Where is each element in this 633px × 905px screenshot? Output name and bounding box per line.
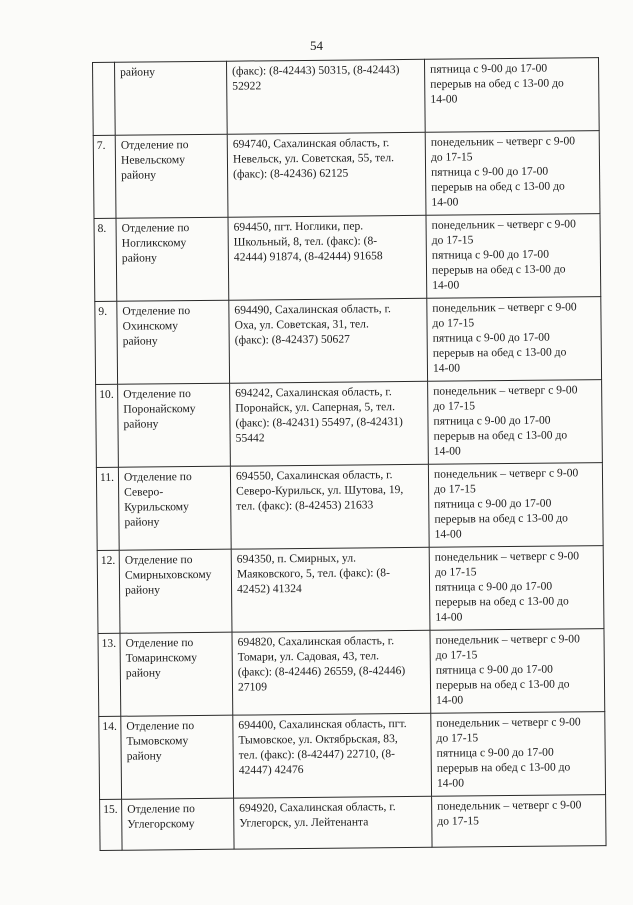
row-number: 9. — [98, 304, 108, 318]
office-address-line: 694450, пгт. Ноглики, пер. — [233, 219, 364, 234]
office-address-line: Поронайск, ул. Саперная, 5, тел. — [235, 400, 395, 415]
office-hours-line: понедельник – четверг с 9-00 — [431, 217, 576, 232]
office-name-cell — [122, 798, 234, 850]
row-number: 14. — [102, 719, 117, 733]
office-name-line: Поронайскому — [123, 402, 196, 416]
row-number: 15. — [103, 802, 118, 816]
office-name-line: району — [122, 334, 158, 348]
office-hours-cell — [426, 214, 601, 299]
row-number: 13. — [101, 636, 117, 650]
office-name-line: Отделение по — [121, 221, 190, 235]
office-hours-cell — [424, 58, 599, 133]
office-hours-line: 14-00 — [433, 444, 461, 458]
row-number-cell — [94, 218, 117, 301]
office-name-line: Невельскому — [120, 153, 186, 167]
office-address-line: (факс): (8-42431) 55497, (8-42431) — [235, 415, 403, 430]
office-address-line: Школьный, 8, тел. (факс): (8- — [233, 234, 378, 249]
office-address-line: (факс): (8-42437) 50627 — [234, 332, 350, 347]
row-number-cell — [99, 716, 122, 799]
office-address-line: Томари, ул. Садовая, 43, тел. — [237, 649, 380, 664]
office-hours-line: перерыв на обед с 13-00 до — [436, 760, 571, 775]
office-hours-line: 14-00 — [432, 278, 460, 292]
office-name-line: району — [125, 666, 161, 680]
office-address-line: тел. (факс): (8-42447) 22710, (8- — [238, 747, 396, 762]
table-row — [93, 58, 600, 136]
office-name-line: району — [126, 749, 162, 763]
office-name-line: Северо- — [124, 485, 164, 499]
office-hours-line: 14-00 — [436, 693, 464, 707]
office-hours-line: понедельник – четверг с 9-00 — [433, 466, 579, 481]
office-name-cell — [115, 61, 228, 135]
office-address-line: 694740, Сахалинская область, г. — [232, 136, 390, 151]
row-number-cell — [98, 633, 121, 716]
branch-offices-table-wrap — [92, 57, 606, 851]
branch-offices-table — [92, 57, 607, 851]
row-number-cell — [95, 301, 118, 384]
office-address-line: 55442 — [235, 431, 265, 445]
office-name-cell — [116, 217, 229, 301]
office-name-line: Отделение по — [123, 470, 192, 484]
office-name-line: району — [121, 168, 157, 182]
office-hours-line: перерыв на обед с 13-00 до — [431, 179, 565, 194]
office-address-line: 52922 — [232, 79, 262, 93]
row-number-cell — [97, 550, 120, 633]
table-row — [93, 131, 600, 219]
table-row — [96, 463, 603, 551]
office-hours-line: 14-00 — [432, 361, 461, 375]
office-address-line: Углегорск, ул. Лейтенанта — [239, 815, 369, 830]
office-hours-line: понедельник – четверг с 9-00 — [434, 549, 580, 564]
office-hours-line: до 17-15 — [432, 316, 475, 330]
office-name-line: Смирныховскому — [124, 567, 212, 582]
office-address-line: (факс): (8-42446) 26559, (8-42446) — [237, 664, 406, 679]
office-hours-line: перерыв на обед с 13-00 до — [435, 594, 569, 609]
office-name-line: Ногликскому — [121, 236, 187, 250]
office-name-cell — [117, 300, 230, 384]
row-number-cell — [96, 384, 119, 467]
office-name-cell — [115, 134, 228, 218]
office-address-cell — [230, 381, 429, 466]
table-row — [98, 629, 605, 717]
office-hours-cell — [429, 546, 604, 631]
office-address-line: 42444) 91874, (8-42444) 91658 — [233, 249, 383, 264]
office-hours-line: пятница с 9-00 до 17-00 — [433, 413, 551, 428]
office-name-cell — [120, 632, 233, 716]
office-hours-line: пятница с 9-00 до 17-00 — [436, 745, 554, 760]
office-address-line: 694490, Сахалинская область, г. — [234, 302, 391, 317]
office-hours-line: пятница с 9-00 до 17-00 — [435, 662, 554, 677]
office-address-cell — [227, 132, 426, 217]
row-number: 12. — [100, 553, 116, 567]
office-hours-cell — [428, 463, 603, 548]
office-address-cell — [233, 713, 432, 798]
table-row — [97, 546, 604, 634]
office-hours-line: до 17-15 — [436, 731, 479, 745]
office-name-line: району — [121, 251, 157, 265]
office-name-cell — [118, 383, 231, 467]
office-hours-line: пятница с 9-00 до 17-00 — [432, 330, 550, 345]
row-number-cell — [93, 135, 116, 218]
office-hours-line: пятница с 9-00 до 17-00 — [430, 61, 548, 76]
office-hours-line: перерыв на обед с 13-00 до — [434, 511, 568, 526]
office-hours-line: до 17-15 — [431, 233, 474, 247]
office-address-cell — [230, 464, 429, 549]
office-name-line: Отделение по — [126, 719, 195, 733]
office-hours-line: понедельник – четверг с 9-00 — [432, 300, 577, 315]
office-name-cell — [119, 549, 232, 633]
office-hours-line: понедельник – четверг с 9-00 — [437, 798, 582, 813]
table-row — [100, 795, 606, 851]
office-address-cell — [232, 630, 431, 715]
row-number-cell — [93, 62, 116, 135]
table-row — [94, 214, 601, 302]
office-hours-line: 14-00 — [430, 92, 458, 106]
office-address-cell — [228, 215, 427, 300]
table-body — [93, 58, 607, 851]
office-name-line: Охинскому — [122, 319, 179, 333]
office-address-line: 694400, Сахалинская область, пгт. — [238, 717, 407, 732]
office-address-line: 694350, п. Смирных, ул. — [236, 551, 357, 566]
office-hours-line: пятница с 9-00 до 17-00 — [434, 579, 553, 594]
office-name-line: району — [123, 417, 159, 431]
office-hours-line: до 17-15 — [430, 150, 473, 164]
office-address-line: Оха, ул. Советская, 31, тел. — [234, 317, 369, 332]
office-address-line: Тымовское, ул. Октябрьская, 83, — [238, 732, 398, 747]
office-name-cell — [121, 715, 234, 799]
office-name-line: району — [120, 65, 156, 79]
office-hours-line: перерыв на обед с 13-00 до — [432, 345, 567, 360]
office-address-line: Маяковского, 5, тел. (факс): (8- — [236, 566, 390, 581]
office-hours-line: 14-00 — [431, 195, 459, 209]
office-hours-line: 14-00 — [436, 776, 465, 790]
office-name-line: Томаринскому — [125, 651, 198, 665]
office-hours-line: до 17-15 — [435, 648, 478, 662]
office-address-line: 42447) 42476 — [238, 763, 304, 777]
row-number: 11. — [99, 470, 115, 484]
office-address-line: 694920, Сахалинская область, г. — [239, 800, 396, 815]
office-address-line: тел. (факс): (8-42453) 21633 — [236, 498, 374, 513]
office-hours-line: до 17-15 — [434, 565, 477, 579]
office-name-line: Отделение по — [120, 138, 189, 152]
office-name-line: Курильскому — [124, 500, 189, 514]
office-hours-line: до 17-15 — [437, 814, 480, 828]
office-hours-line: пятница с 9-00 до 17-00 — [431, 164, 549, 179]
row-number: 8. — [97, 221, 107, 235]
office-address-line: 694242, Сахалинская область, г. — [235, 385, 392, 400]
office-name-line: Тымовскому — [126, 734, 189, 748]
table-row — [95, 297, 602, 385]
office-address-line: 694550, Сахалинская область, г. — [235, 468, 393, 483]
office-hours-line: до 17-15 — [434, 482, 476, 496]
office-hours-line: перерыв на обед с 13-00 до — [431, 262, 566, 277]
table-row — [99, 712, 606, 800]
office-address-cell — [234, 796, 432, 849]
office-name-line: району — [125, 583, 161, 597]
office-hours-line: перерыв на обед с 13-00 до — [433, 428, 568, 443]
office-name-line: Отделение по — [123, 387, 191, 401]
office-hours-line: пятница с 9-00 до 17-00 — [431, 247, 550, 262]
office-address-cell — [231, 547, 430, 632]
office-name-line: Отделение по — [122, 304, 191, 318]
office-hours-line: понедельник – четверг с 9-00 — [436, 715, 581, 730]
office-hours-line: 14-00 — [434, 527, 462, 541]
office-name-cell — [118, 466, 231, 550]
office-name-line: Отделение по — [124, 553, 193, 567]
office-address-line: Невельск, ул. Советская, 55, тел. — [232, 151, 395, 166]
office-hours-line: понедельник – четверг с 9-00 — [435, 632, 580, 647]
row-number-cell — [96, 467, 119, 550]
office-hours-line: 14-00 — [435, 610, 463, 624]
office-address-line: Северо-Курильск, ул. Шутова, 19, — [236, 483, 404, 498]
office-name-line: району — [124, 515, 160, 529]
office-hours-line: до 17-15 — [433, 399, 476, 413]
office-name-line: Отделение по — [127, 802, 195, 816]
row-number-cell — [100, 799, 122, 850]
office-name-line: Углегорскому — [127, 817, 195, 831]
office-hours-line: пятница с 9-00 до 17-00 — [434, 496, 552, 511]
office-hours-cell — [431, 712, 606, 797]
office-address-line: 694820, Сахалинская область, г. — [237, 634, 395, 649]
office-hours-cell — [427, 297, 602, 382]
table-row — [96, 380, 603, 468]
office-address-line: 42452) 41324 — [237, 582, 302, 596]
office-name-line: Отделение по — [125, 636, 194, 650]
office-hours-cell — [428, 380, 603, 465]
office-hours-cell — [425, 131, 600, 216]
office-address-cell — [226, 59, 425, 134]
office-address-line: (факс): (8-42436) 62125 — [233, 166, 349, 181]
office-hours-cell — [432, 795, 606, 848]
office-hours-line: перерыв на обед с 13-00 до — [435, 677, 570, 692]
row-number: 10. — [99, 387, 114, 401]
office-hours-cell — [430, 629, 605, 714]
office-hours-line: перерыв на обед с 13-00 до — [430, 76, 564, 91]
office-hours-line: понедельник – четверг с 9-00 — [430, 134, 576, 149]
office-address-line: (факс): (8-42443) 50315, (8-42443) — [232, 63, 400, 78]
office-address-cell — [229, 298, 428, 383]
office-hours-line: понедельник – четверг с 9-00 — [433, 383, 578, 398]
row-number: 7. — [96, 138, 106, 152]
office-address-line: 27109 — [237, 680, 268, 694]
page-number: 54 — [310, 38, 323, 53]
